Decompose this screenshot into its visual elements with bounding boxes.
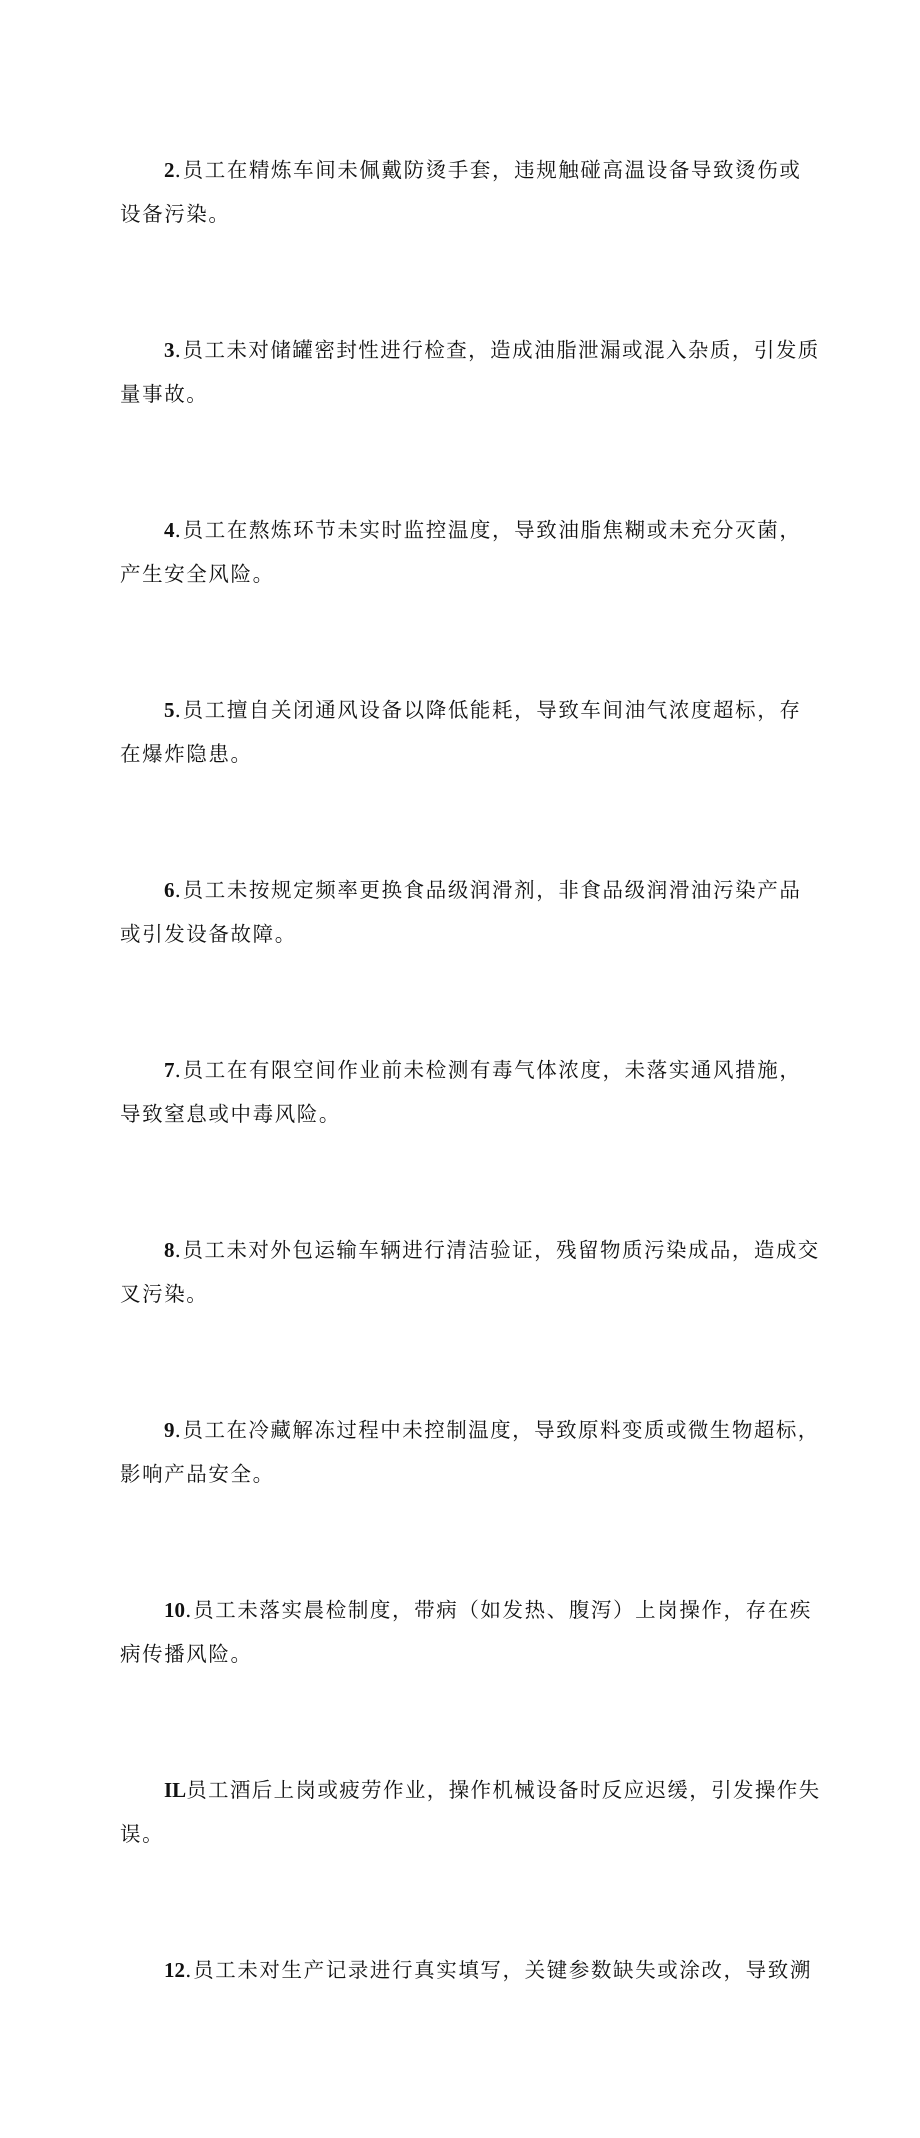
item-text-line-2: 病传播风险。	[120, 1642, 253, 1666]
item-number: 4	[164, 518, 175, 542]
item-text-line-2: 导致窒息或中毒风险。	[120, 1102, 341, 1126]
item-number: 9	[164, 1418, 175, 1442]
list-item-first-line	[164, 158, 801, 182]
item-text-line-1: 员工未对外包运输车辆进行清洁验证，残留物质污染成品，造成交	[182, 1238, 820, 1262]
list-item	[120, 518, 820, 698]
item-number-separator: .	[174, 338, 183, 362]
item-number: 8	[164, 1238, 175, 1262]
item-number-separator: .	[174, 158, 183, 182]
item-text-line-2: 量事故。	[120, 382, 209, 406]
list-item	[120, 1418, 820, 1598]
list-item-first-line	[164, 1958, 812, 1982]
item-number-separator: .	[174, 1418, 183, 1442]
item-number: IL	[164, 1778, 187, 1802]
item-number-separator: .	[174, 1058, 183, 1082]
list-item-first-line	[164, 1058, 801, 1082]
item-text-line-1: 员工未对生产记录进行真实填写，关键参数缺失或涂改，导致溯	[193, 1958, 812, 1982]
list-item	[120, 1778, 820, 1958]
item-number-separator: .	[174, 1238, 183, 1262]
item-text-line-1: 员工擅自关闭通风设备以降低能耗，导致车间油气浓度超标，存	[182, 698, 802, 722]
item-text-line-1: 员工未对储罐密封性进行检查，造成油脂泄漏或混入杂质，引发质	[182, 338, 820, 362]
list-item	[120, 1598, 820, 1778]
list-item	[120, 158, 820, 338]
item-number: 10	[164, 1598, 185, 1622]
list-item-first-line	[164, 1238, 820, 1262]
item-number: 12	[164, 1958, 185, 1982]
item-text-line-1: 员工在精炼车间未佩戴防烫手套，违规触碰高温设备导致烫伤或	[182, 158, 802, 182]
list-item-first-line	[164, 338, 820, 362]
list-item	[120, 1238, 820, 1418]
item-text-line-2: 设备污染。	[120, 202, 231, 226]
item-number: 7	[164, 1058, 175, 1082]
item-text-line-2: 叉污染。	[120, 1282, 209, 1306]
item-text-line-1: 员工在冷藏解冻过程中未控制温度，导致原料变质或微生物超标，	[182, 1418, 820, 1442]
item-text-line-1: 员工酒后上岗或疲劳作业，操作机械设备时反应迟缓，引发操作失	[186, 1778, 821, 1802]
list-item-first-line	[164, 698, 801, 722]
list-item-first-line	[164, 1778, 821, 1802]
item-number: 6	[164, 878, 175, 902]
item-number-separator: .	[174, 518, 183, 542]
item-text-line-2: 或引发设备故障。	[120, 922, 297, 946]
list-item-first-line	[164, 1418, 820, 1442]
list-item	[120, 878, 820, 1058]
item-number-separator: .	[185, 1958, 194, 1982]
item-number: 3	[164, 338, 175, 362]
list-item-first-line	[164, 878, 801, 902]
list-item	[120, 1958, 820, 2138]
item-text-line-1: 员工未落实晨检制度，带病（如发热、腹泻）上岗操作，存在疾	[193, 1598, 812, 1622]
item-text-line-1: 员工在熬炼环节未实时监控温度，导致油脂焦糊或未充分灭菌，	[182, 518, 802, 542]
list-item-first-line	[164, 518, 801, 542]
item-text-line-2: 影响产品安全。	[120, 1462, 275, 1486]
list-item	[120, 1058, 820, 1238]
item-text-line-2: 产生安全风险。	[120, 562, 275, 586]
list-item-first-line	[164, 1598, 812, 1622]
list-item	[120, 338, 820, 518]
item-number-separator: .	[174, 698, 183, 722]
list-item	[120, 698, 820, 878]
item-number: 5	[164, 698, 175, 722]
item-number-separator: .	[174, 878, 183, 902]
item-text-line-2: 在爆炸隐患。	[120, 742, 253, 766]
item-text-line-1: 员工未按规定频率更换食品级润滑剂，非食品级润滑油污染产品	[182, 878, 802, 902]
item-text-line-2: 误。	[120, 1822, 165, 1846]
item-number: 2	[164, 158, 175, 182]
item-number-separator: .	[185, 1598, 194, 1622]
numbered-list	[120, 158, 820, 2138]
item-text-line-1: 员工在有限空间作业前未检测有毒气体浓度，未落实通风措施，	[182, 1058, 802, 1082]
